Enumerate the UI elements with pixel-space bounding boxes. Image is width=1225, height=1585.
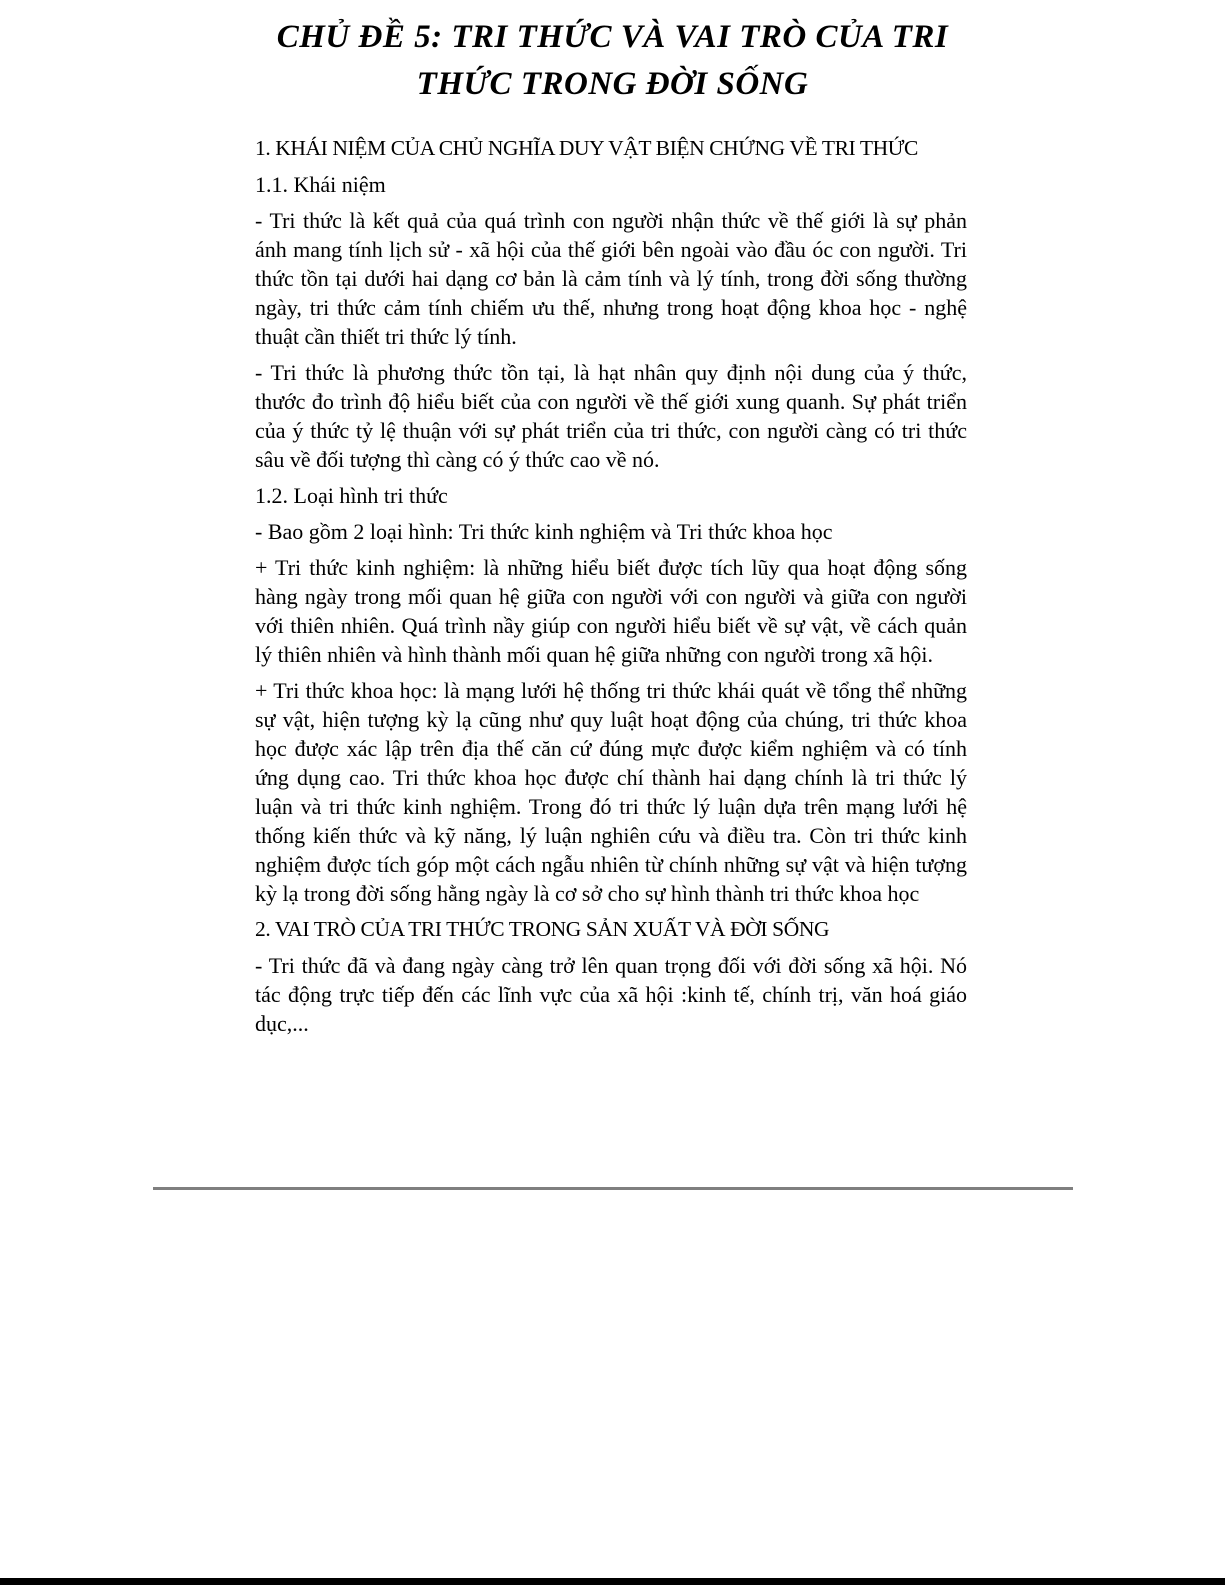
paragraph-role-of-knowledge: - Tri thức đã và đang ngày càng trở lên quan trọng đối với đời sống xã hội. Nó tác động trực tiếp đến các lĩnh vực của xã hội :kinh tế, chính trị, văn hoá giáo dục,... bbox=[255, 953, 967, 1036]
subsection-heading-1-2: 1.2. Loại hình tri thức bbox=[255, 483, 448, 508]
document-title-line1: CHỦ ĐỀ 5: TRI THỨC VÀ VAI TRÒ CỦA TRI bbox=[276, 19, 949, 55]
document-body bbox=[255, 134, 967, 1038]
document-title-line2: THỨC TRONG ĐỜI SỐNG bbox=[416, 66, 809, 102]
paragraph-scientific-knowledge: + Tri thức khoa học: là mạng lưới hệ thống tri thức khái quát về tổng thể những sự vật, hiện tượng kỳ lạ cũng như quy luật hoạt động của chúng, tri thức khoa học được xác lập trên địa thế căn cứ đúng mực được kiểm nghiệm và có tính ứng dụng cao. Tri thức khoa học được chí thành hai dạng chính là tri thức lý luận và tri thức kinh nghiệm. Trong đó tri thức lý luận dựa trên mạng lưới hệ thống kiến thức và kỹ năng, lý luận nghiên cứu và điều tra. Còn tri thức kinh nghiệm được tích góp một cách ngẫu nhiên từ chính những sự vật và hiện tượng kỳ lạ trong đời sống hằng ngày là cơ sở cho sự hình thành tri thức khoa học bbox=[255, 678, 967, 906]
section-heading-1: 1. KHÁI NIỆM CỦA CHỦ NGHĨA DUY VẬT BIỆN CHỨNG VỀ TRI THỨC bbox=[255, 136, 918, 160]
subsection-heading-1-1: 1.1. Khái niệm bbox=[255, 172, 386, 197]
document-title bbox=[0, 0, 1225, 108]
paragraph-experience-knowledge: + Tri thức kinh nghiệm: là những hiểu biết được tích lũy qua hoạt động sống hàng ngày trong mối quan hệ giữa con người với con người và giữa con người với thiên nhiên. Quá trình nầy giúp con người hiểu biết về sự vật, về cách quản lý thiên nhiên và hình thành mối quan hệ giữa những con người trong xã hội. bbox=[255, 555, 967, 667]
paragraph-knowledge-types-intro: - Bao gồm 2 loại hình: Tri thức kinh nghiệm và Tri thức khoa học bbox=[255, 519, 833, 544]
paragraph-knowledge-definition-1: - Tri thức là kết quả của quá trình con người nhận thức về thế giới là sự phản ánh mang tính lịch sử - xã hội của thế giới bên ngoài vào đầu óc con người. Tri thức tồn tại dưới hai dạng cơ bản là cảm tính và lý tính, trong đời sống thường ngày, tri thức cảm tính chiếm ưu thế, nhưng trong hoạt động khoa học - nghệ thuật cần thiết tri thức lý tính. bbox=[255, 208, 967, 349]
bottom-page-edge-bar bbox=[0, 1578, 1225, 1585]
horizontal-divider bbox=[153, 1187, 1073, 1190]
paragraph-knowledge-definition-2: - Tri thức là phương thức tồn tại, là hạt nhân quy định nội dung của ý thức, thước đo trình độ hiểu biết của con người về thế giới xung quanh. Sự phát triển của ý thức tỷ lệ thuận với sự phát triển của tri thức, con người càng có tri thức sâu về đối tượng thì càng có ý thức cao về nó. bbox=[255, 360, 967, 472]
section-heading-2: 2. VAI TRÒ CỦA TRI THỨC TRONG SẢN XUẤT VÀ ĐỜI SỐNG bbox=[255, 917, 830, 941]
